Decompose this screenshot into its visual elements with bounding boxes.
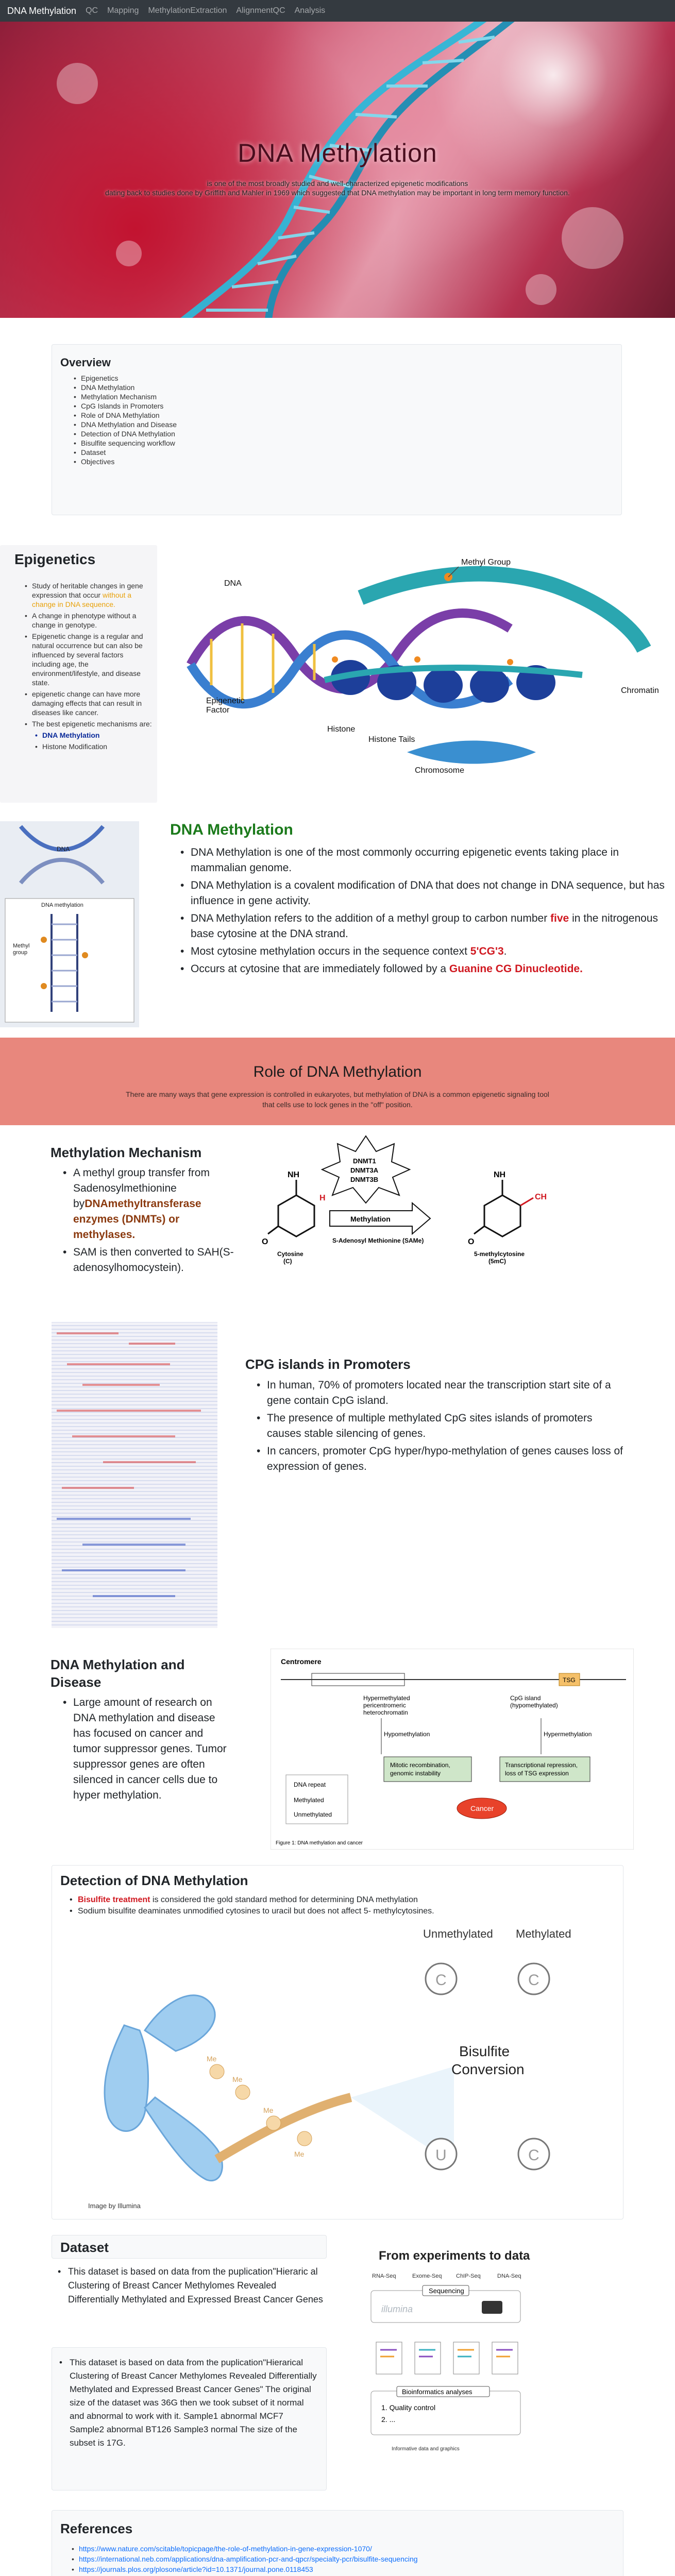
- uracil-unmethylated: U: [435, 2147, 447, 2164]
- overview-item[interactable]: • DNA Methylation: [73, 383, 177, 392]
- cytosine-abbr: (C): [283, 1258, 292, 1265]
- detection-points: [70, 1894, 611, 1917]
- mechanism-dna-methylation[interactable]: • DNA Methylation: [35, 731, 154, 740]
- epigenetics-item: • Study of heritable changes in gene expression that occur without a change in DNA sequence.: [25, 581, 154, 609]
- disease-title: DNA Methylation and Disease: [50, 1657, 185, 1690]
- reference-link[interactable]: • https://www.nature.com/scitable/topicpage/the-role-of-methylation-in-gene-expression-1070/: [71, 2544, 430, 2554]
- seq-type: ChIP-Seq: [456, 2273, 481, 2279]
- mechanism-point: • A methyl group transfer from Sadenosylmethionine byDNAmethyltransferase enzymes (DNMTs) or methylases.: [61, 1165, 236, 1243]
- overview-item[interactable]: • Bisulfite sequencing workflow: [73, 438, 177, 448]
- epigenetics-title: Epigenetics: [14, 551, 96, 567]
- bisulfite-label-2: Conversion: [451, 2061, 525, 2077]
- label-dna: DNA: [224, 579, 242, 588]
- figure-title: From experiments to data: [379, 2249, 530, 2263]
- cytosine-unmethylated: C: [435, 1972, 447, 1989]
- epigenetics-list: [25, 581, 154, 753]
- label-chromatin: Chromatin: [621, 686, 659, 695]
- box-right-line-1: Transcriptional repression,: [505, 1761, 578, 1769]
- methylcytosine-label: 5-methylcytosine: [474, 1250, 525, 1258]
- dnmt3a-label: DNMT3A: [350, 1166, 379, 1174]
- label-methyl-group: Methyl Group: [461, 558, 511, 567]
- references-title: References: [60, 2521, 133, 2536]
- cytosine-retained: C: [528, 2147, 539, 2164]
- legend-methylated: Methylated: [294, 1797, 324, 1804]
- overview-item[interactable]: • Detection of DNA Methylation: [73, 429, 177, 438]
- cytosine-methylated: C: [528, 1972, 539, 1989]
- dataset-text-1: [58, 2265, 326, 2307]
- navbar: [0, 0, 675, 22]
- detection-point: • Bisulfite treatment is considered the gold standard method for determining DNA methylation: [70, 1895, 418, 1904]
- image-credit: Image by Illumina: [88, 2202, 141, 2210]
- dnmt1-label: DNMT1: [353, 1157, 376, 1165]
- bisulfite-label-1: Bisulfite: [459, 2043, 510, 2059]
- methyl-label-1: Methyl: [13, 943, 30, 949]
- cpg-point: • The presence of multiple methylated CpG sites islands of promoters causes stable silencing of genes.: [255, 1411, 626, 1442]
- epigenetics-item: • epigenetic change can have more damaging effects that can result in diseases like cancer.: [25, 689, 154, 717]
- me-label: Me: [207, 2055, 217, 2063]
- epigenetics-item: • Epigenetic change is a regular and natural occurrence but can also be influenced by several factors including age, the environment/lifestyle, and disease state.: [25, 632, 154, 687]
- nav-link-alignment-qc[interactable]: AlignmentQC: [236, 6, 285, 15]
- step-2-label: 2. ...: [381, 2415, 396, 2424]
- centromere-label: Centromere: [281, 1657, 322, 1666]
- methylcytosine-abbr: (5mC): [488, 1258, 507, 1265]
- navbar-brand[interactable]: DNA Methylation: [7, 5, 77, 16]
- hyper-label-1: Hypermethylated: [363, 1694, 410, 1702]
- nh2-right: NH: [494, 1171, 506, 1179]
- detection-point: • Sodium bisulfite deaminates unmodified cytosines to uracil but does not affect 5- methylcytosines.: [70, 1907, 434, 1916]
- hypomethylation-label: Hypomethylation: [384, 1731, 430, 1738]
- hero-banner: [0, 22, 675, 318]
- cpg-label-1: CpG island: [510, 1694, 541, 1702]
- seq-type: Exome-Seq: [412, 2273, 442, 2279]
- h-label: H: [319, 1194, 326, 1202]
- dataset-title: Dataset: [60, 2240, 109, 2255]
- overview-title: Overview: [60, 356, 111, 369]
- hero-subtitle-line-1: is one of the most broadly studied and well-characterized epigenetic modifications: [207, 179, 468, 188]
- label-epigenetic-factor-1: Epigenetic: [206, 697, 245, 705]
- nh2-left: NH: [288, 1171, 300, 1179]
- nav-link-analysis[interactable]: Analysis: [294, 6, 326, 15]
- overview-item[interactable]: • Epigenetics: [73, 374, 177, 383]
- mechanism-point: • SAM is then converted to SAH(S-adenosylhomocystein).: [61, 1245, 236, 1276]
- label-histone-tails: Histone Tails: [368, 735, 415, 744]
- sequencing-label: Sequencing: [429, 2287, 464, 2295]
- figure-caption: Figure 1: DNA methylation and cancer: [276, 1840, 363, 1846]
- mechanism-histone-modification[interactable]: • Histone Modification: [35, 742, 154, 751]
- box-right-line-2: loss of TSG expression: [505, 1770, 569, 1777]
- label-histone: Histone: [327, 725, 356, 734]
- epigenetics-item: • The best epigenetic mechanisms are: • DNA Methylation • Histone Modification: [25, 719, 154, 751]
- seq-type: RNA-Seq: [372, 2273, 396, 2279]
- overview-item[interactable]: • Dataset: [73, 448, 177, 457]
- ch3-label: CH: [535, 1193, 547, 1201]
- informative-data-label: Informative data and graphics: [392, 2446, 460, 2452]
- legend-unmethylated: Unmethylated: [294, 1811, 332, 1818]
- mechanism-points: [61, 1165, 236, 1278]
- dna-methylation-point: • Occurs at cytosine that are immediately followed by a Guanine CG Dinucleotide.: [178, 961, 670, 977]
- cpg-sequence-image: [52, 1322, 217, 1628]
- dna-helix-image: [0, 22, 675, 318]
- dna-methylation-point: • Most cytosine methylation occurs in the sequence context 5'CG'3.: [178, 944, 670, 959]
- cpg-points: [255, 1378, 626, 1477]
- disease-point: • Large amount of research on DNA methylation and disease has focused on cancer and tumor suppressor genes. Tumor suppressor genes are often silenced in cancer cells due to hyper methylation.: [61, 1695, 231, 1803]
- cancer-label: Cancer: [470, 1804, 494, 1812]
- hypermethylation-label: Hypermethylation: [544, 1731, 592, 1738]
- dna-methylation-point: • DNA Methylation refers to the addition of a methyl group to carbon number five in the nitrogenous base cytosine at the DNA strand.: [178, 911, 670, 942]
- dna-methylation-box-label: DNA methylation: [41, 902, 83, 908]
- label-chromosome: Chromosome: [415, 766, 465, 775]
- dataset-point: • This dataset is based on data from the puplication"Hieraric al Clustering of Breast Cancer Methylomes Revealed Differentially Methylated and Expressed Breast Cancer Genes: [58, 2266, 323, 2304]
- dna-methylation-point: • DNA Methylation is one of the most commonly occurring epigenetic events taking place in mammalian genome.: [178, 845, 670, 876]
- references-card: [52, 2510, 623, 2576]
- epigenetics-item: • A change in phenotype without a change in genotype.: [25, 611, 154, 630]
- methylation-cancer-figure: [271, 1649, 634, 1850]
- dataset-title-card: [52, 2235, 327, 2259]
- hero-title: DNA Methylation: [238, 139, 437, 167]
- o-left: O: [262, 1238, 268, 1246]
- me-label: Me: [263, 2106, 274, 2114]
- nav-link-qc[interactable]: QC: [86, 6, 98, 15]
- hyper-label-3: heterochromatin: [363, 1709, 408, 1716]
- cytosine-label: Cytosine: [277, 1250, 303, 1258]
- role-title: Role of DNA Methylation: [253, 1063, 422, 1080]
- unmethylated-label: Unmethylated: [423, 1927, 493, 1940]
- methylation-mechanism-diagram: [247, 1133, 618, 1288]
- nav-link-methylation-extraction[interactable]: MethylationExtraction: [148, 6, 227, 15]
- tsg-label: TSG: [563, 1676, 576, 1684]
- mechanism-title: Methylation Mechanism: [50, 1145, 202, 1160]
- bisulfite-conversion-figure: [62, 1922, 614, 2216]
- overview-item[interactable]: • CpG Islands in Promoters: [73, 401, 177, 411]
- sam-label: S-Adenosyl Methionine (SAMe): [332, 1237, 424, 1244]
- label-epigenetic-factor-2: Factor: [206, 706, 230, 715]
- illumina-logo: illumina: [381, 2304, 413, 2314]
- box-left-line-2: genomic instability: [390, 1770, 441, 1777]
- hero-subtitle-line-2: dating back to studies done by Griffith and Mahler in 1969 which suggested that DNA methylation may be important in long term memory function.: [105, 189, 570, 197]
- reference-link[interactable]: • https://journals.plos.org/plosone/article?id=10.1371/journal.pone.0118453: [71, 2564, 430, 2574]
- nav-link-mapping[interactable]: Mapping: [107, 6, 139, 15]
- cpg-title: CPG islands in Promoters: [245, 1357, 411, 1372]
- cpg-point: • In human, 70% of promoters located near the transcription start site of a gene contain CpG island.: [255, 1378, 626, 1409]
- references-list: [71, 2544, 430, 2576]
- me-label: Me: [232, 2075, 243, 2083]
- role-section: [0, 1038, 675, 1125]
- methyl-label-2: group: [13, 950, 28, 956]
- dataset-detail-card: [52, 2347, 327, 2490]
- methylated-label: Methylated: [516, 1927, 571, 1940]
- epigenetics-diagram: [180, 546, 665, 783]
- overview-item[interactable]: • Methylation Mechanism: [73, 392, 177, 401]
- box-left-line-1: Mitotic recombination,: [390, 1761, 450, 1769]
- cpg-label-2: (hypomethylated): [510, 1702, 558, 1709]
- overview-list: [73, 374, 177, 466]
- cpg-point: • In cancers, promoter CpG hyper/hypo-methylation of genes causes loss of expression of genes.: [255, 1444, 626, 1475]
- o-right: O: [468, 1238, 475, 1246]
- detection-card: [52, 1865, 623, 2219]
- overview-item[interactable]: • Role of DNA Methylation: [73, 411, 177, 420]
- me-label: Me: [294, 2150, 305, 2158]
- dataset-point: • This dataset is based on data from the puplication"Hierarical Clustering of Breast Cancer Methylomes Revealed Differentially Methylated and Expressed Breast Cancer Genes" The original size of the dataset was 36G then we took subset of it normal and abnormal to work with it. Sample1 abnormal MCF7 Sample2 abnormal BT126 Sample3 normal The size of the subset is 17G.: [59, 2358, 317, 2448]
- legend-dna-repeat: DNA repeat: [294, 1781, 326, 1788]
- dna-methylation-points: [178, 845, 670, 979]
- role-text-line-2: that cells use to lock genes in the "off" position.: [262, 1100, 413, 1109]
- dataset-text-2: [58, 2356, 319, 2450]
- dna-methylation-title: DNA Methylation: [170, 821, 293, 838]
- reference-link[interactable]: • https://international.neb.com/applications/dna-amplification-pcr-and-qpcr/specialty-pcr/bisulfite-sequencing: [71, 2554, 430, 2564]
- experiments-to-data-figure: [361, 2244, 618, 2492]
- seq-type: DNA-Seq: [497, 2273, 521, 2279]
- overview-item[interactable]: • DNA Methylation and Disease: [73, 420, 177, 429]
- overview-item[interactable]: • Objectives: [73, 457, 177, 466]
- detection-title: Detection of DNA Methylation: [60, 1873, 248, 1888]
- overview-card: [52, 344, 622, 515]
- methylation-arrow-label: Methylation: [350, 1215, 391, 1223]
- dna-methylation-point: • DNA Methylation is a covalent modification of DNA that does not change in DNA sequence, but has influence in gene activity.: [178, 878, 670, 909]
- dna-image-label: DNA: [57, 845, 70, 853]
- role-text-line-1: There are many ways that gene expression is controlled in eukaryotes, but methylation of DNA is a common epigenetic signaling tool: [126, 1090, 549, 1098]
- dnmt3b-label: DNMT3B: [350, 1176, 379, 1183]
- bioinformatics-label: Bioinformatics analyses: [402, 2388, 472, 2396]
- quality-control-label: 1. Quality control: [381, 2403, 436, 2412]
- disease-points: [61, 1695, 231, 1805]
- dna-methylation-image: [0, 821, 139, 1027]
- hyper-label-2: pericentromeric: [363, 1702, 406, 1709]
